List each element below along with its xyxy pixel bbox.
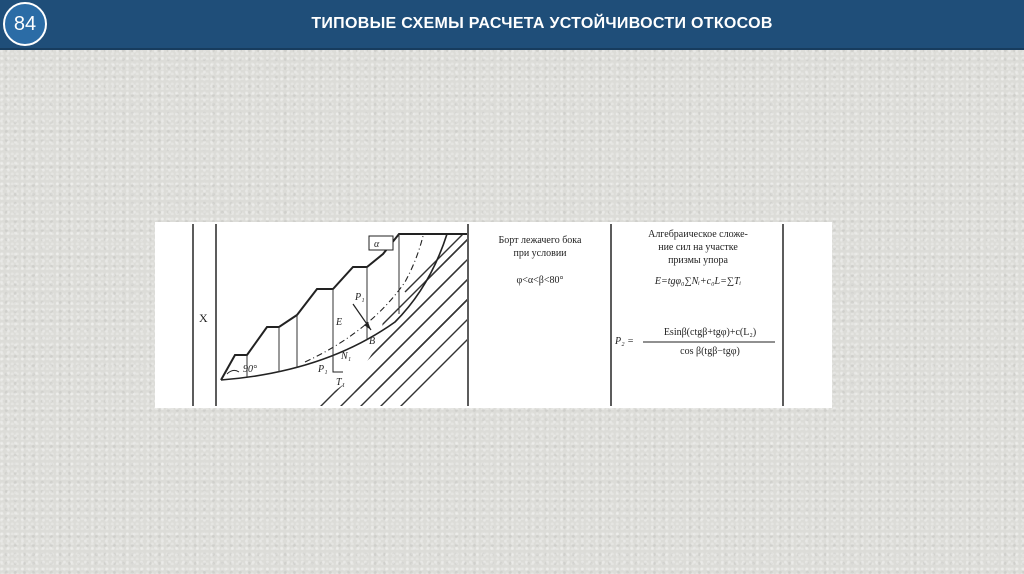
label-p-force: P₁: [355, 292, 365, 303]
condition-block: [473, 234, 607, 287]
slide-title: ТИПОВЫЕ СХЕМЫ РАСЧЕТА УСТОЙЧИВОСТИ ОТКОСОВ: [311, 15, 773, 32]
equation-title-line1: Алгебраическое сложе-: [648, 229, 748, 240]
label-e: E: [336, 317, 343, 328]
equation-block: [615, 228, 781, 288]
equation-denominator: cos β(tgβ−tgφ): [680, 346, 740, 357]
label-angle: 90°: [243, 364, 257, 375]
slip-surface: [221, 234, 447, 380]
label-alpha: α: [374, 239, 380, 250]
label-n: N₁: [341, 351, 352, 362]
equation-title-line2: ние сил на участке: [658, 242, 738, 253]
slide-number-badge: 84: [3, 2, 47, 46]
condition-title-line2: при условии: [513, 248, 567, 259]
equation-title-line3: призмы упора: [668, 255, 728, 266]
slide-header: [0, 0, 1024, 50]
equation-numerator: Esinβ(ctgβ+tgφ)+c(L₂): [663, 327, 757, 338]
equation-main: E=tgφ₀∑Nᵢ+c₀L=∑Tᵢ: [654, 276, 742, 287]
label-p-lower: P₁: [318, 364, 328, 375]
condition-formula: φ<α<β<80°: [516, 275, 564, 286]
row-label-x: X: [199, 311, 208, 325]
equation-p-symbol: P₂ =: [615, 336, 634, 347]
condition-title-line1: Борт лежачего бока: [498, 235, 582, 246]
label-b: B: [369, 336, 376, 347]
label-t: T₁: [336, 377, 346, 388]
slope-stability-figure: [155, 222, 832, 408]
